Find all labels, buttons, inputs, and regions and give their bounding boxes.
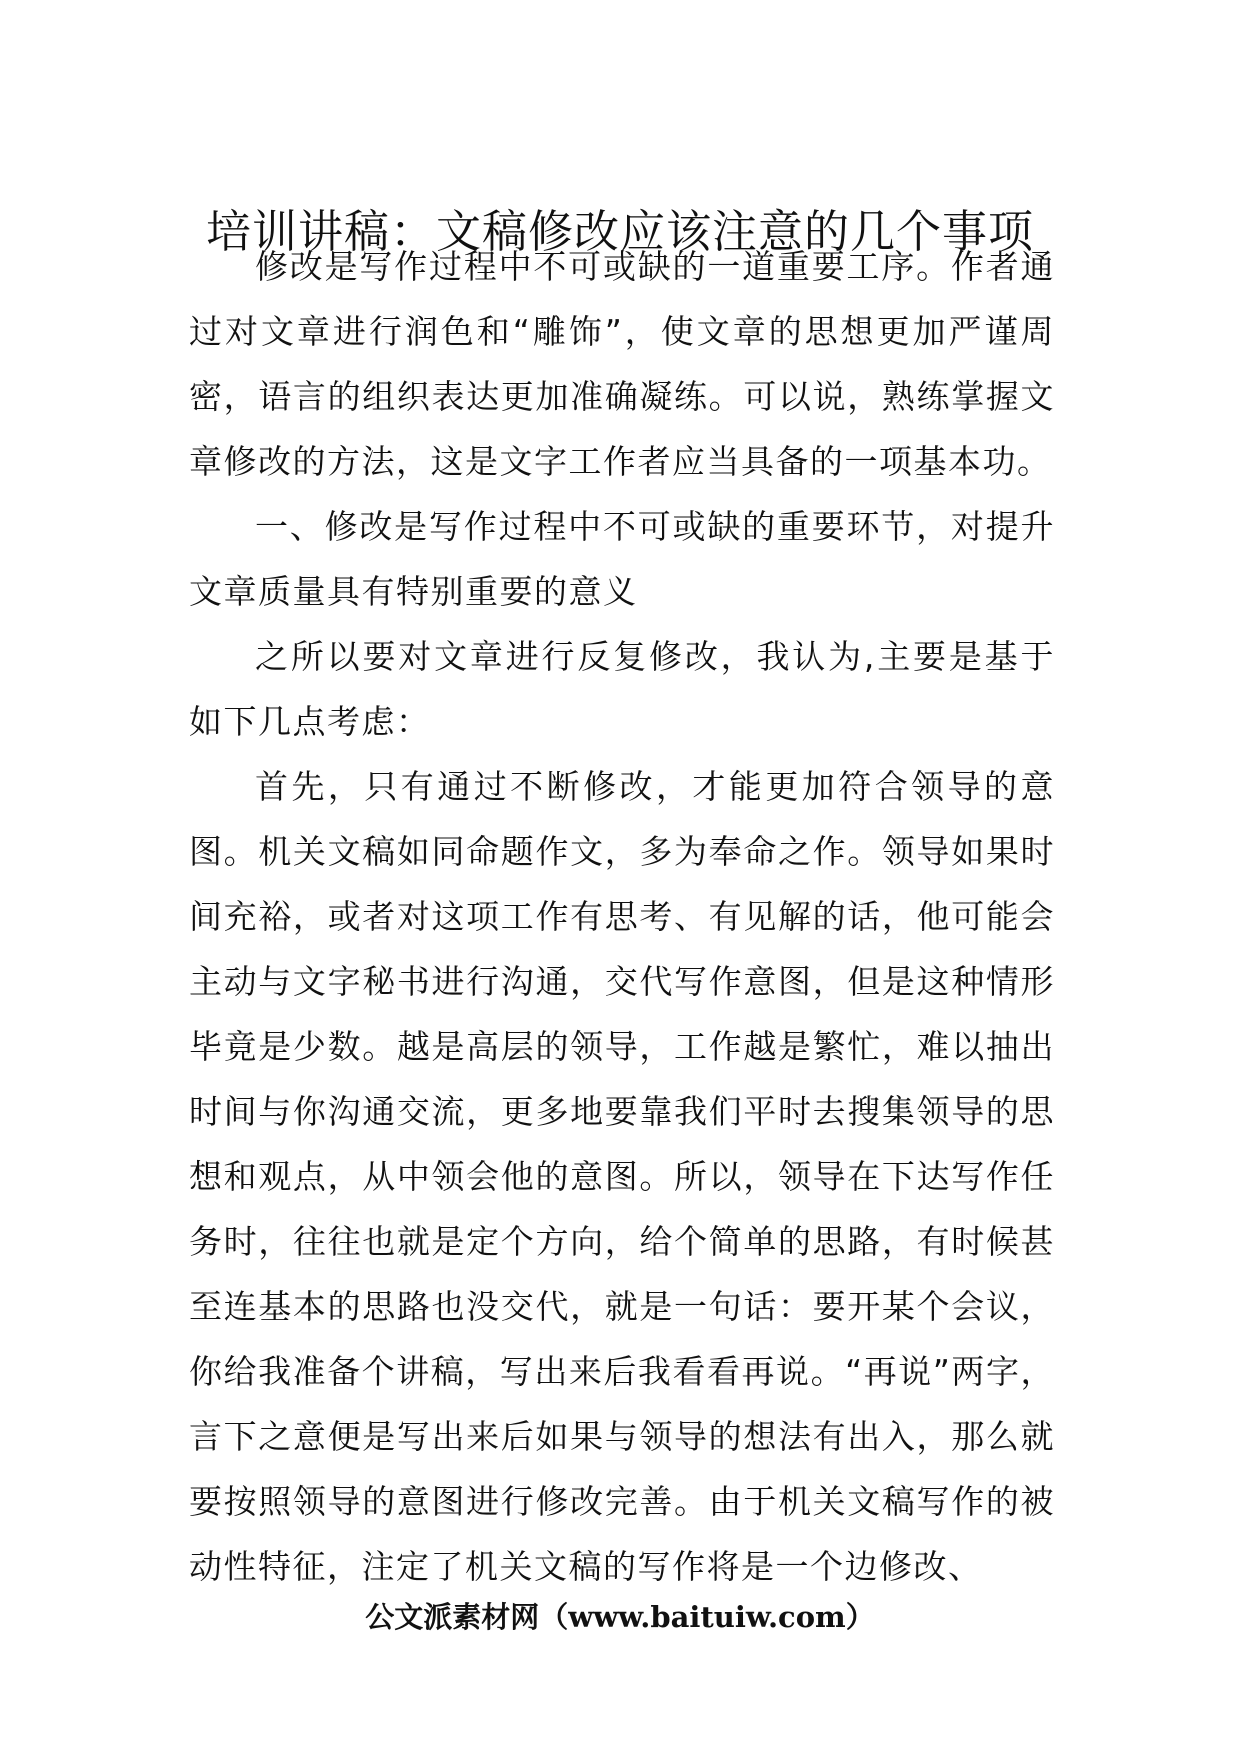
paragraph-intro: 修改是写作过程中不可或缺的一道重要工序。作者通过对文章进行润色和“雕饰”，使文章的思想更加严谨周密，语言的组织表达更加准确凝练。可以说，熟练掌握文章修改的方法，这是文字工作者应当具备的一项基本功。 — [189, 247, 1055, 481]
document-body — [189, 234, 1055, 1599]
section-heading-1: 一、修改是写作过程中不可或缺的重要环节，对提升文章质量具有特别重要的意义 — [189, 507, 1055, 611]
document-title: 培训讲稿：文稿修改应该注意的几个事项 — [205, 205, 1034, 259]
paragraph-first-reason: 首先，只有通过不断修改，才能更加符合领导的意图。机关文稿如同命题作文，多为奉命之作。领导如果时间充裕，或者对这项工作有思考、有见解的话，他可能会主动与文字秘书进行沟通，交代写作意图，但是这种情形毕竟是少数。越是高层的领导，工作越是繁忙，难以抽出时间与你沟通交流，更多地要靠我们平时去搜集领导的思想和观点，从中领会他的意图。所以，领导在下达写作任务时，往往也就是定个方向，给个简单的思路，有时候甚至连基本的思路也没交代，就是一句话：要开某个会议，你给我准备个讲稿，写出来后我看看再说。“再说”两字，言下之意便是写出来后如果与领导的想法有出入，那么就要按照领导的意图进行修改完善。由于机关文稿写作的被动性特征，注定了机关文稿的写作将是一个边修改、 — [189, 767, 1055, 1586]
footer-watermark: 公文派素材网（www.baituiw.com） — [365, 1600, 875, 1634]
paragraph-reasons-intro: 之所以要对文章进行反复修改，我认为,主要是基于如下几点考虑： — [189, 637, 1055, 741]
